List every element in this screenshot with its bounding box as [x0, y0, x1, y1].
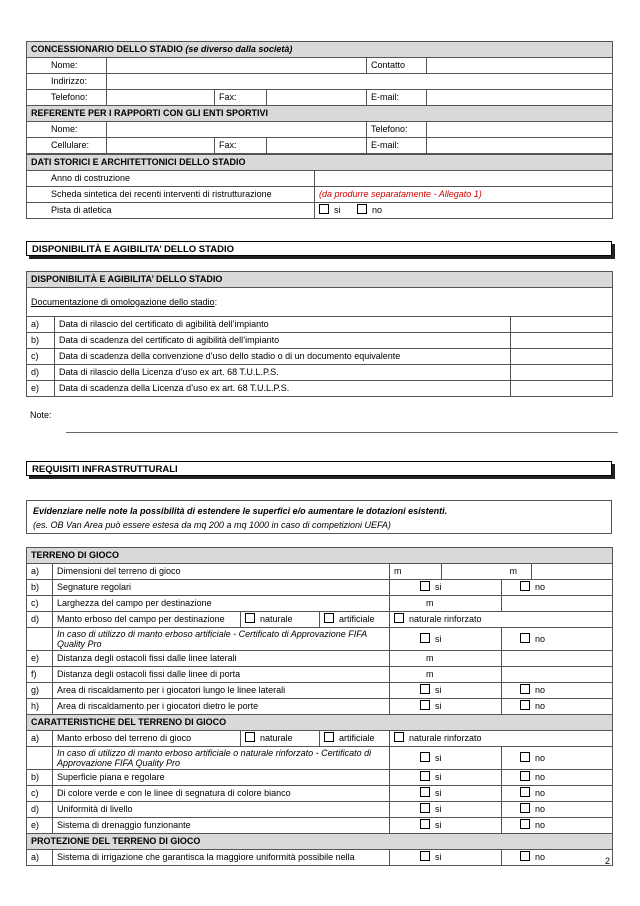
si-label: si [435, 685, 442, 695]
naturale-label: naturale [260, 733, 293, 743]
no-label: no [535, 752, 546, 763]
t-d-naturale-checkbox[interactable] [245, 613, 255, 623]
evidenziare-box [26, 500, 612, 534]
si-label: si [334, 205, 341, 215]
disp-c-letter: c) [27, 349, 55, 365]
t-g-si-cell [390, 683, 502, 699]
contatto-field[interactable] [427, 58, 613, 74]
c-e-no-checkbox[interactable] [520, 819, 530, 829]
c-d-si-cell [390, 802, 502, 818]
disp-d-field[interactable] [511, 365, 613, 381]
t-b-si-cell [390, 580, 502, 596]
c-c-si-cell [390, 786, 502, 802]
pista-no-checkbox[interactable] [357, 204, 367, 214]
no-label: no [372, 205, 383, 215]
c-a-artificiale [320, 731, 390, 747]
nome-field[interactable] [107, 58, 367, 74]
disp-d-letter: d) [27, 365, 55, 381]
p-a-si-checkbox[interactable] [420, 851, 430, 861]
si-label: si [435, 804, 442, 814]
c-e-si-cell [390, 818, 502, 834]
t-d-naturale [241, 612, 320, 628]
c-e-letter: e) [27, 818, 53, 834]
c-a-no-checkbox[interactable] [520, 752, 530, 762]
c-e-si-checkbox[interactable] [420, 819, 430, 829]
c-a-no-cell [502, 747, 613, 770]
t-h-si-checkbox[interactable] [420, 700, 430, 710]
t-c-field2[interactable] [502, 596, 613, 612]
t-h-letter: h) [27, 699, 53, 715]
email-field[interactable] [427, 90, 613, 106]
ref-telefono-field[interactable] [427, 122, 613, 138]
fax-label: Fax: [215, 90, 267, 106]
c-a-rinforzato [390, 731, 613, 747]
no-label: no [535, 685, 546, 695]
t-d-no-checkbox[interactable] [520, 633, 530, 643]
t-e-field[interactable] [390, 651, 502, 667]
t-a-letter: a) [27, 564, 53, 580]
t-b-no-checkbox[interactable] [520, 581, 530, 591]
naturale-rinforzato-label: naturale rinforzato [409, 614, 482, 624]
t-h-no-checkbox[interactable] [520, 700, 530, 710]
c-b-no-cell [502, 770, 613, 786]
disp-e-field[interactable] [511, 381, 613, 397]
anno-field[interactable] [315, 171, 613, 187]
documentazione-label: Documentazione di omologazione dello stadio [31, 296, 215, 307]
unit-m: m [394, 566, 402, 576]
t-e-field2[interactable] [502, 651, 613, 667]
no-label: no [535, 701, 546, 711]
t-d-letter: d) [27, 612, 53, 628]
page-number: 2 [604, 856, 610, 866]
disp-e-letter: e) [27, 381, 55, 397]
p-a-no-checkbox[interactable] [520, 851, 530, 861]
terreno-table [26, 547, 613, 866]
t-f-field2[interactable] [502, 667, 613, 683]
t-d-rinforzato-checkbox[interactable] [394, 613, 404, 623]
no-label: no [535, 582, 546, 592]
telefono-label: Telefono: [27, 90, 107, 106]
ref-email-label: E-mail: [367, 138, 427, 154]
concessionario-heading: CONCESSIONARIO DELLO STADIO (se diverso dalla società) [27, 42, 613, 58]
c-a-letter: a) [27, 731, 53, 747]
t-d-no-cell [502, 628, 613, 651]
ref-cellulare-label: Cellulare: [27, 138, 107, 154]
p-a-text: Sistema di irrigazione che garantisca la maggiore uniformità possibile nella [53, 850, 390, 866]
dati-storici-heading: DATI STORICI E ARCHITETTONICI DELLO STADIO [27, 155, 613, 171]
disp-b-field[interactable] [511, 333, 613, 349]
referente-heading: REFERENTE PER I RAPPORTI CON GLI ENTI SPORTIVI [27, 106, 613, 122]
t-h-text: Area di riscaldamento per i giocatori dietro le porte [53, 699, 390, 715]
protezione-heading: PROTEZIONE DEL TERRENO DI GIOCO [27, 834, 613, 850]
t-b-text: Segnature regolari [53, 580, 390, 596]
ref-nome-field[interactable] [107, 122, 367, 138]
t-a-text: Dimensioni del terreno di gioco [53, 564, 390, 580]
anno-label: Anno di costruzione [27, 171, 315, 187]
p-a-letter: a) [27, 850, 53, 866]
c-b-si-checkbox[interactable] [420, 771, 430, 781]
disponibilita-table [26, 271, 613, 397]
c-b-text: Superficie piana e regolare [53, 770, 390, 786]
caratteristiche-heading: CARATTERISTICHE DEL TERRENO DI GIOCO [27, 715, 613, 731]
disp-b-text: Data di scadenza del certificato di agibilità dell’impianto [55, 333, 511, 349]
no-label: no [535, 852, 546, 862]
evidenziare-line2: (es. OB Van Area può essere estesa da mq 200 a mq 1000 in caso di competizioni UEFA) [33, 520, 391, 530]
ref-nome-label: Nome: [27, 122, 107, 138]
disp-a-text: Data di rilascio del certificato di agibilità dell’impianto [55, 317, 511, 333]
artificiale-label: artificiale [339, 614, 375, 624]
indirizzo-label: Indirizzo: [27, 74, 107, 90]
p-a-no-cell [502, 850, 613, 866]
t-e-letter: e) [27, 651, 53, 667]
t-h-no-cell [502, 699, 613, 715]
ref-cellulare-field[interactable] [107, 138, 215, 154]
c-b-si-cell [390, 770, 502, 786]
pista-options [315, 203, 613, 219]
t-e-text: Distanza degli ostacoli fissi dalle linee laterali [53, 651, 390, 667]
si-label: si [435, 633, 442, 644]
unit-m: m [509, 566, 517, 576]
t-g-si-checkbox[interactable] [420, 684, 430, 694]
p-a-si-cell [390, 850, 502, 866]
c-e-text: Sistema di drenaggio funzionante [53, 818, 390, 834]
nome-label: Nome: [27, 58, 107, 74]
dati-storici-table [26, 154, 613, 219]
c-d-si-checkbox[interactable] [420, 803, 430, 813]
ref-telefono-label: Telefono: [367, 122, 427, 138]
no-label: no [535, 820, 546, 830]
disp-d-text: Data di rilascio della Licenza d’uso ex art. 68 T.U.L.P.S. [55, 365, 511, 381]
t-g-letter: g) [27, 683, 53, 699]
ref-fax-field[interactable] [267, 138, 367, 154]
concessionario-table [26, 41, 613, 154]
t-f-letter: f) [27, 667, 53, 683]
c-a-rinforzato-checkbox[interactable] [394, 732, 404, 742]
c-a-naturale-checkbox[interactable] [245, 732, 255, 742]
t-a-field2[interactable] [442, 564, 532, 580]
section-disponibilita: DISPONIBILITÀ E AGIBILITA’ DELLO STADIO [26, 241, 612, 256]
email-label: E-mail: [367, 90, 427, 106]
t-h-si-cell [390, 699, 502, 715]
t-c-letter: c) [27, 596, 53, 612]
disp-b-letter: b) [27, 333, 55, 349]
t-g-text: Area di riscaldamento per i giocatori lungo le linee laterali [53, 683, 390, 699]
si-label: si [435, 820, 442, 830]
t-b-si-checkbox[interactable] [420, 581, 430, 591]
t-c-text: Larghezza del campo per destinazione [53, 596, 390, 612]
c-d-no-cell [502, 802, 613, 818]
t-f-text: Distanza degli ostacoli fissi dalle linee di porta [53, 667, 390, 683]
t-d-si-checkbox[interactable] [420, 633, 430, 643]
unit-m: m [426, 598, 434, 608]
c-a-sub-line1: In caso di utilizzo di manto erboso artificiale o naturale rinforzato - Certificato di [57, 748, 372, 758]
pista-label: Pista di atletica [27, 203, 315, 219]
scheda-note: (da produrre separatamente - Allegato 1) [315, 187, 613, 203]
c-a-si-checkbox[interactable] [420, 752, 430, 762]
t-d-rinforzato [390, 612, 613, 628]
no-label: no [535, 633, 546, 644]
t-d-si-cell [390, 628, 502, 651]
t-g-no-checkbox[interactable] [520, 684, 530, 694]
pista-si-checkbox[interactable] [319, 204, 329, 214]
t-d-sub-text [53, 628, 390, 651]
c-a-naturale [241, 731, 320, 747]
disp-a-letter: a) [27, 317, 55, 333]
t-d-artificiale [320, 612, 390, 628]
si-label: si [435, 752, 442, 763]
t-a-field3[interactable] [532, 564, 613, 580]
terreno-heading: TERRENO DI GIOCO [27, 548, 613, 564]
c-a-artificiale-checkbox[interactable] [324, 732, 334, 742]
documentazione-row: Documentazione di omologazione dello stadio: [27, 288, 613, 317]
fax-field[interactable] [267, 90, 367, 106]
naturale-rinforzato-label: naturale rinforzato [409, 733, 482, 743]
indirizzo-field[interactable] [107, 74, 613, 90]
t-a-field1[interactable] [390, 564, 442, 580]
ref-email-field[interactable] [427, 138, 613, 154]
si-label: si [435, 582, 442, 592]
c-a-si-cell [390, 747, 502, 770]
t-c-field[interactable] [390, 596, 502, 612]
scheda-label: Scheda sintetica dei recenti interventi di ristrutturazione [27, 187, 315, 203]
t-d-sub-line2: Quality Pro [57, 639, 102, 649]
ref-fax-label: Fax: [215, 138, 267, 154]
no-label: no [535, 804, 546, 814]
no-label: no [535, 788, 546, 798]
c-a-sub-empty [27, 747, 53, 770]
c-c-si-checkbox[interactable] [420, 787, 430, 797]
c-d-letter: d) [27, 802, 53, 818]
c-e-no-cell [502, 818, 613, 834]
c-d-text: Uniformità di livello [53, 802, 390, 818]
artificiale-label: artificiale [339, 733, 375, 743]
section-requisiti: REQUISITI INFRASTRUTTURALI [26, 461, 612, 476]
c-d-no-checkbox[interactable] [520, 803, 530, 813]
no-label: no [535, 772, 546, 782]
c-a-sub-line2: Approvazione FIFA Quality Pro [57, 758, 181, 768]
c-c-text: Di colore verde e con le linee di segnatura di colore bianco [53, 786, 390, 802]
naturale-label: naturale [260, 614, 293, 624]
c-c-no-checkbox[interactable] [520, 787, 530, 797]
c-a-sub-text [53, 747, 390, 770]
disp-a-field[interactable] [511, 317, 613, 333]
contatto-label: Contatto [367, 58, 427, 74]
c-c-no-cell [502, 786, 613, 802]
note-line[interactable] [66, 432, 618, 433]
c-b-no-checkbox[interactable] [520, 771, 530, 781]
t-d-sub-empty [27, 628, 53, 651]
c-c-letter: c) [27, 786, 53, 802]
disponibilita-heading: DISPONIBILITÀ E AGIBILITA’ DELLO STADIO [27, 272, 613, 288]
si-label: si [435, 852, 442, 862]
t-d-artificiale-checkbox[interactable] [324, 613, 334, 623]
unit-m: m [426, 669, 434, 679]
disp-c-text: Data di scadenza della convenzione d’uso dello stadio o di un documento equivalente [55, 349, 511, 365]
t-b-no-cell [502, 580, 613, 596]
telefono-field[interactable] [107, 90, 215, 106]
t-b-letter: b) [27, 580, 53, 596]
note-label: Note: [30, 410, 52, 420]
si-label: si [435, 788, 442, 798]
unit-m: m [426, 653, 434, 663]
c-b-letter: b) [27, 770, 53, 786]
si-label: si [435, 772, 442, 782]
disp-e-text: Data di scadenza della Licenza d’uso ex art. 68 T.U.L.P.S. [55, 381, 511, 397]
disp-c-field[interactable] [511, 349, 613, 365]
evidenziare-line1: Evidenziare nelle note la possibilità di estendere le superfici e/o aumentare le dotazioni esistenti. [33, 506, 448, 516]
si-label: si [435, 701, 442, 711]
c-a-text: Manto erboso del terreno di gioco [53, 731, 241, 747]
t-f-field[interactable] [390, 667, 502, 683]
t-d-text: Manto erboso del campo per destinazione [53, 612, 241, 628]
t-g-no-cell [502, 683, 613, 699]
t-d-sub-line1: In caso di utilizzo di manto erboso artificiale - Certificato di Approvazione FIFA [57, 629, 368, 639]
